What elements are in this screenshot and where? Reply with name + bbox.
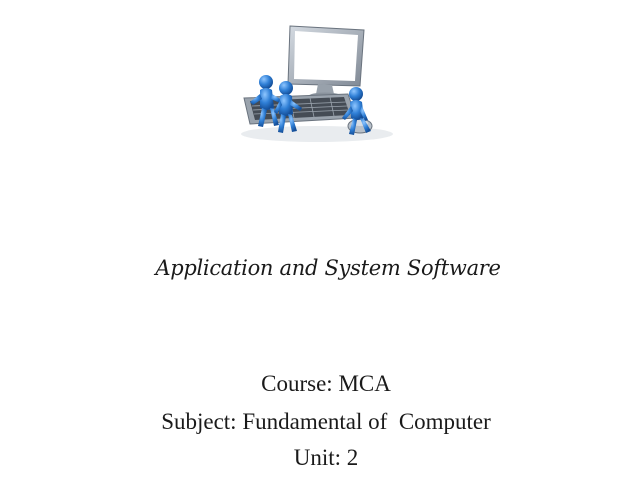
unit-label: Unit: 2	[293, 445, 359, 470]
computer-with-people-icon	[232, 22, 402, 144]
course-label: Course: MCA	[261, 371, 391, 396]
slide-title: Application and System Software	[155, 256, 501, 280]
subject-label: Subject: Fundamental of Computer	[161, 409, 491, 434]
person-figure-icon	[274, 81, 302, 133]
